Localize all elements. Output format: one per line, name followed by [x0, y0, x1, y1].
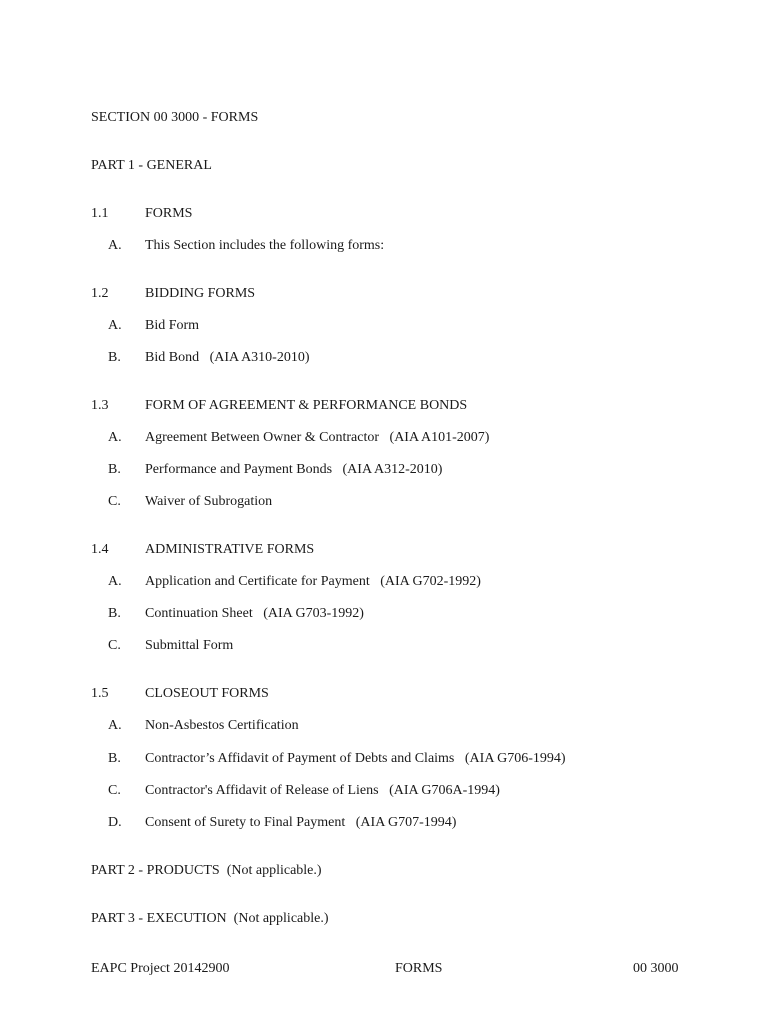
item-text: Agreement Between Owner & Contractor (AIA A101-2007) — [145, 430, 490, 445]
item-text: Continuation Sheet (AIA G703-1992) — [145, 606, 364, 621]
item-letter: C. — [108, 494, 121, 509]
item-letter: A. — [108, 238, 122, 253]
item-text: Non-Asbestos Certification — [145, 718, 299, 733]
footer-section-number: 00 3000 — [633, 961, 679, 976]
article-number: 1.4 — [91, 542, 109, 557]
article-title: FORMS — [145, 206, 193, 221]
section-title: SECTION 00 3000 - FORMS — [91, 110, 259, 125]
item-letter: B. — [108, 606, 121, 621]
part-1-heading: PART 1 - GENERAL — [91, 158, 212, 173]
item-letter: A. — [108, 718, 122, 733]
part-2-heading: PART 2 - PRODUCTS (Not applicable.) — [91, 863, 322, 878]
article-number: 1.1 — [91, 206, 109, 221]
article-number: 1.5 — [91, 686, 109, 701]
item-letter: D. — [108, 815, 122, 830]
item-letter: A. — [108, 318, 122, 333]
item-text: Consent of Surety to Final Payment (AIA G707-1994) — [145, 815, 457, 830]
item-text: Performance and Payment Bonds (AIA A312-2010) — [145, 462, 443, 477]
item-text: Contractor's Affidavit of Release of Liens (AIA G706A-1994) — [145, 783, 500, 798]
item-text: Bid Form — [145, 318, 200, 333]
article-number: 1.2 — [91, 286, 109, 301]
item-letter: C. — [108, 638, 121, 653]
item-letter: B. — [108, 751, 121, 766]
article-number: 1.3 — [91, 398, 109, 413]
article-title: BIDDING FORMS — [145, 286, 256, 301]
item-letter: B. — [108, 350, 121, 365]
article-title: FORM OF AGREEMENT & PERFORMANCE BONDS — [145, 398, 468, 413]
article-title: CLOSEOUT FORMS — [145, 686, 269, 701]
item-letter: A. — [108, 430, 122, 445]
item-letter: A. — [108, 574, 122, 589]
footer-title: FORMS — [395, 961, 443, 976]
article-title: ADMINISTRATIVE FORMS — [145, 542, 315, 557]
item-text: Contractor’s Affidavit of Payment of Debts and Claims (AIA G706-1994) — [145, 751, 566, 766]
item-letter: B. — [108, 462, 121, 477]
item-text: Submittal Form — [145, 638, 234, 653]
item-text: This Section includes the following forms: — [145, 238, 385, 253]
item-text: Application and Certificate for Payment (AIA G702-1992) — [145, 574, 481, 589]
item-letter: C. — [108, 783, 121, 798]
item-text: Waiver of Subrogation — [145, 494, 273, 509]
part-3-heading: PART 3 - EXECUTION (Not applicable.) — [91, 911, 329, 926]
item-text: Bid Bond (AIA A310-2010) — [145, 350, 310, 365]
footer-project: EAPC Project 20142900 — [91, 961, 230, 976]
